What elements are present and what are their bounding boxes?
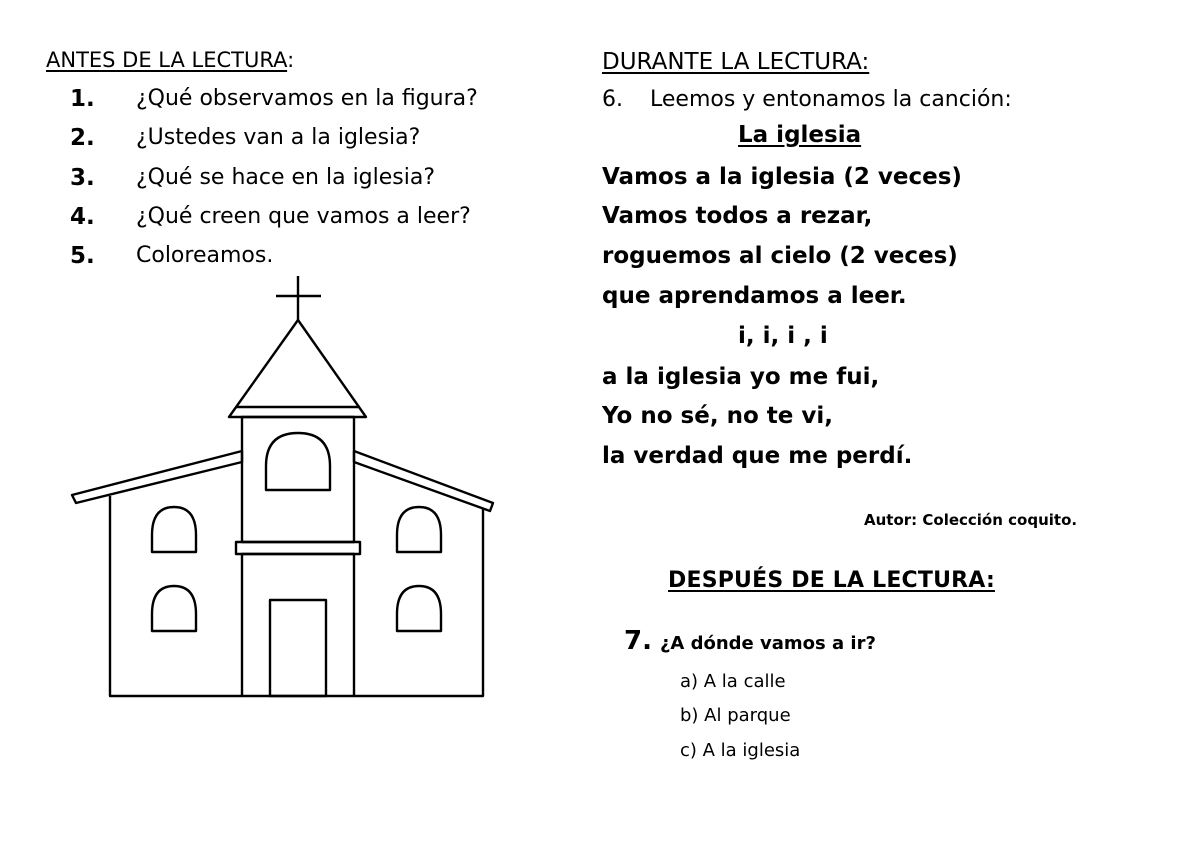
question-number: 6. bbox=[602, 87, 623, 112]
question-text: ¿Qué se hace en la iglesia? bbox=[136, 165, 436, 190]
song-title: La iglesia bbox=[738, 122, 862, 148]
question-text: ¿A dónde vamos a ir? bbox=[659, 633, 876, 654]
after-reading-heading: DESPUÉS DE LA LECTURA: bbox=[668, 568, 995, 593]
question-6 bbox=[602, 87, 1012, 112]
before-reading-heading bbox=[46, 48, 294, 72]
question-number: 4. bbox=[70, 204, 95, 230]
before-reading-heading-text: ANTES DE LA LECTURA bbox=[46, 48, 288, 72]
lyric-line: Yo no sé, no te vi, bbox=[602, 403, 833, 429]
answer-option-a: a) A la calle bbox=[680, 671, 786, 692]
during-reading-heading: DURANTE LA LECTURA: bbox=[602, 49, 870, 75]
question-text: Coloreamos. bbox=[136, 243, 274, 268]
answer-option-b: b) Al parque bbox=[680, 705, 791, 726]
question-number: 1. bbox=[70, 86, 95, 112]
question-number: 3. bbox=[70, 165, 95, 191]
question-text: ¿Qué observamos en la figura? bbox=[136, 86, 478, 111]
lyric-line: Vamos todos a rezar, bbox=[602, 203, 873, 229]
author-credit: Autor: Colección coquito. bbox=[864, 511, 1078, 529]
question-text: Leemos y entonamos la canción: bbox=[650, 87, 1012, 112]
lyric-line: Vamos a la iglesia (2 veces) bbox=[602, 164, 962, 190]
church-icon bbox=[66, 272, 500, 704]
lyric-line: que aprendamos a leer. bbox=[602, 283, 907, 309]
answer-option-c: c) A la iglesia bbox=[680, 740, 801, 761]
lyric-line: roguemos al cielo (2 veces) bbox=[602, 243, 958, 269]
lyric-line: la verdad que me perdí. bbox=[602, 443, 913, 469]
question-number: 7. bbox=[624, 626, 652, 656]
question-number: 5. bbox=[70, 243, 95, 269]
lyric-line: a la iglesia yo me fui, bbox=[602, 364, 880, 390]
lyric-line: i, i, i , i bbox=[738, 323, 828, 349]
before-reading-heading-colon: : bbox=[287, 48, 295, 72]
question-text: ¿Qué creen que vamos a leer? bbox=[136, 204, 471, 229]
question-7 bbox=[624, 626, 876, 656]
question-number: 2. bbox=[70, 125, 95, 151]
question-text: ¿Ustedes van a la iglesia? bbox=[136, 125, 421, 150]
